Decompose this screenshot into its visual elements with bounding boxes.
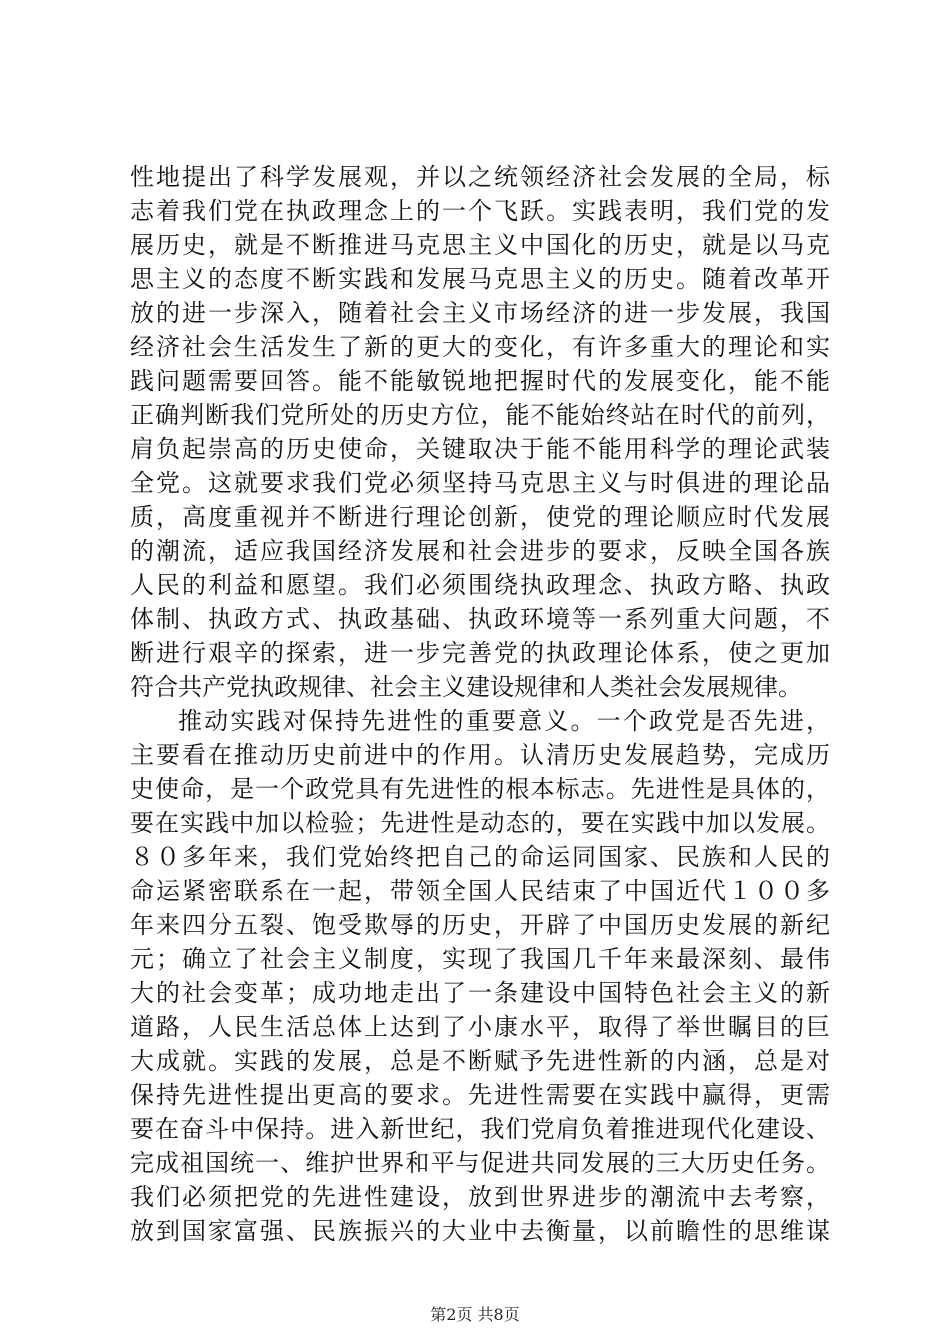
text-line: 的潮流，适应我国经济发展和社会进步的要求，反映全国各族	[130, 537, 830, 565]
text-line: 志着我们党在执政理念上的一个飞跃。实践表明，我们党的发	[130, 197, 830, 225]
text-line: 全党。这就要求我们党必须坚持马克思主义与时俱进的理论品	[130, 469, 830, 497]
text-line: 放到国家富强、民族振兴的大业中去衡量，以前瞻性的思维谋	[130, 1217, 830, 1245]
text-line: 人民的利益和愿望。我们必须围绕执政理念、执政方略、执政	[130, 571, 830, 599]
body-text	[130, 160, 830, 1248]
text-line: 符合共产党执政规律、社会主义建设规律和人类社会发展规律。	[130, 673, 802, 701]
page-number-footer: 第2页 共8页	[430, 1305, 520, 1324]
text-line: 展历史，就是不断推进马克思主义中国化的历史，就是以马克	[130, 231, 830, 259]
text-line: 经济社会生活发生了新的更大的变化，有许多重大的理论和实	[130, 333, 830, 361]
text-line: 放的进一步深入，随着社会主义市场经济的进一步发展，我国	[130, 299, 830, 327]
text-line: 元；确立了社会主义制度，实现了我国几千年来最深刻、最伟	[130, 945, 830, 973]
text-line: 思主义的态度不断实践和发展马克思主义的历史。随着改革开	[130, 265, 830, 293]
text-line: 大的社会变革；成功地走出了一条建设中国特色社会主义的新	[130, 979, 830, 1007]
text-line: 完成祖国统一、维护世界和平与促进共同发展的三大历史任务。	[130, 1149, 830, 1177]
text-line: 命运紧密联系在一起，带领全国人民结束了中国近代１００多	[130, 877, 830, 905]
text-line: ８０多年来，我们党始终把自己的命运同国家、民族和人民的	[130, 843, 830, 871]
paragraph-first-line: 推动实践对保持先进性的重要意义。一个政党是否先进，	[178, 707, 830, 735]
text-line: 肩负起崇高的历史使命，关键取决于能不能用科学的理论武装	[130, 435, 830, 463]
text-line: 道路，人民生活总体上达到了小康水平，取得了举世瞩目的巨	[130, 1013, 830, 1041]
text-line: 主要看在推动历史前进中的作用。认清历史发展趋势，完成历	[130, 741, 830, 769]
text-line: 断进行艰辛的探索，进一步完善党的执政理论体系，使之更加	[130, 639, 830, 667]
text-line: 年来四分五裂、饱受欺辱的历史，开辟了中国历史发展的新纪	[130, 911, 830, 939]
text-line: 质，高度重视并不断进行理论创新，使党的理论顺应时代发展	[130, 503, 830, 531]
text-line: 我们必须把党的先进性建设，放到世界进步的潮流中去考察，	[130, 1183, 830, 1211]
text-line: 体制、执政方式、执政基础、执政环境等一系列重大问题，不	[130, 605, 830, 633]
text-line: 要在奋斗中保持。进入新世纪，我们党肩负着推进现代化建设、	[130, 1115, 830, 1143]
text-line: 保持先进性提出更高的要求。先进性需要在实践中赢得，更需	[130, 1081, 830, 1109]
text-line: 史使命，是一个政党具有先进性的根本标志。先进性是具体的，	[130, 775, 830, 803]
text-line: 大成就。实践的发展，总是不断赋予先进性新的内涵，总是对	[130, 1047, 830, 1075]
text-line: 要在实践中加以检验；先进性是动态的，要在实践中加以发展。	[130, 809, 830, 837]
text-line: 性地提出了科学发展观，并以之统领经济社会发展的全局，标	[130, 163, 830, 191]
text-line: 践问题需要回答。能不能敏锐地把握时代的发展变化，能不能	[130, 367, 830, 395]
text-line: 正确判断我们党所处的历史方位，能不能始终站在时代的前列，	[130, 401, 830, 429]
